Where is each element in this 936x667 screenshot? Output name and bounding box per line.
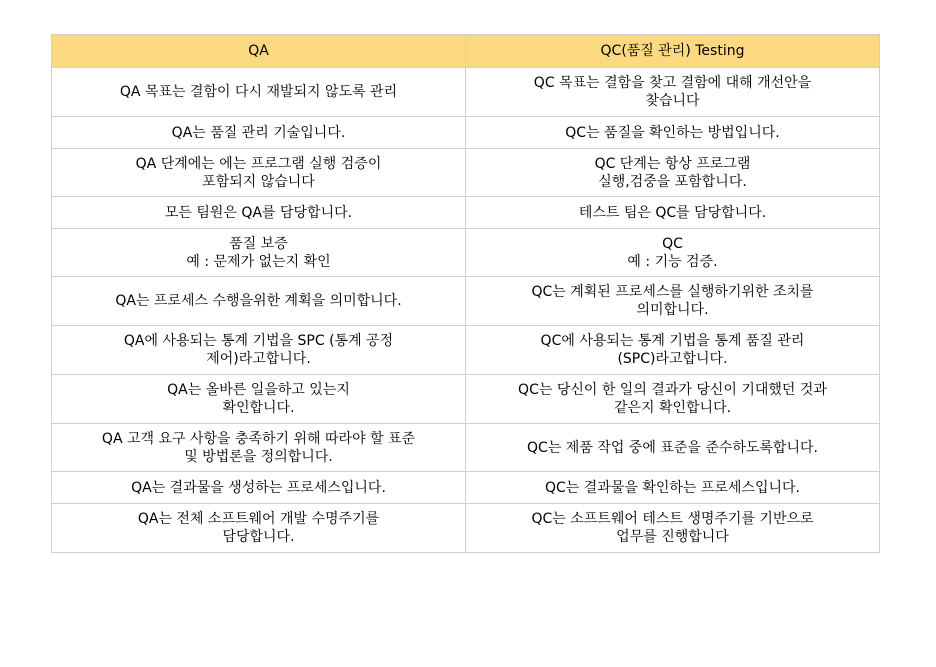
- qa-cell: QA 고객 요구 사항을 충족하기 위해 따라야 할 표준 및 방법론을 정의합니다.: [52, 424, 466, 472]
- table-row: [52, 504, 880, 553]
- qa-cell: QA에 사용되는 통계 기법을 SPC (통계 공정 제어)라고합니다.: [52, 326, 466, 375]
- table-row: [52, 277, 880, 326]
- qc-cell: QC 단계는 항상 프로그램 실행,검중을 포함합니다.: [466, 149, 880, 197]
- qc-cell: QC는 소프트웨어 테스트 생명주기를 기반으로 업무를 진행합니다: [466, 504, 880, 553]
- table-row: [52, 117, 880, 149]
- header-qa: QA: [52, 35, 466, 68]
- qc-cell: QC에 사용되는 통계 기법을 통계 품질 관리 (SPC)라고합니다.: [466, 326, 880, 375]
- header-row: [52, 35, 880, 68]
- qc-cell: QC는 계획된 프로세스를 실행하기위한 조치를 의미합니다.: [466, 277, 880, 326]
- table-row: [52, 472, 880, 504]
- table-body: [52, 68, 880, 553]
- header-qc: QC(품질 관리) Testing: [466, 35, 880, 68]
- qa-vs-qc-table: [51, 34, 880, 553]
- qc-cell: QC 예 : 기능 검증.: [466, 229, 880, 277]
- qa-cell: 모든 팀원은 QA를 담당합니다.: [52, 197, 466, 229]
- table-row: [52, 375, 880, 424]
- qa-cell: QA는 올바른 일을하고 있는지 확인합니다.: [52, 375, 466, 424]
- qc-cell: QC는 품질을 확인하는 방법입니다.: [466, 117, 880, 149]
- qa-cell: QA는 전체 소프트웨어 개발 수명주기를 담당합니다.: [52, 504, 466, 553]
- table-row: [52, 149, 880, 197]
- table-row: [52, 197, 880, 229]
- qa-cell: 품질 보증 예 : 문제가 없는지 확인: [52, 229, 466, 277]
- table-row: [52, 424, 880, 472]
- qa-cell: QA는 결과물을 생성하는 프로세스입니다.: [52, 472, 466, 504]
- qc-cell: QC는 결과물을 확인하는 프로세스입니다.: [466, 472, 880, 504]
- table-row: [52, 68, 880, 117]
- qc-cell: QC 목표는 결함을 찾고 결함에 대해 개선안을 찾습니다: [466, 68, 880, 117]
- qa-cell: QA는 프로세스 수행을위한 계획을 의미합니다.: [52, 277, 466, 326]
- qc-cell: QC는 당신이 한 일의 결과가 당신이 기대했던 것과 같은지 확인합니다.: [466, 375, 880, 424]
- qa-cell: QA 단계에는 에는 프로그램 실행 검증이 포함되지 않습니다: [52, 149, 466, 197]
- qc-cell: 테스트 팀은 QC를 담당합니다.: [466, 197, 880, 229]
- qa-cell: QA는 품질 관리 기술입니다.: [52, 117, 466, 149]
- qa-cell: QA 목표는 결함이 다시 재발되지 않도록 관리: [52, 68, 466, 117]
- table-row: [52, 326, 880, 375]
- table-row: [52, 229, 880, 277]
- qc-cell: QC는 제품 작업 중에 표준을 준수하도록합니다.: [466, 424, 880, 472]
- table-header: [52, 35, 880, 68]
